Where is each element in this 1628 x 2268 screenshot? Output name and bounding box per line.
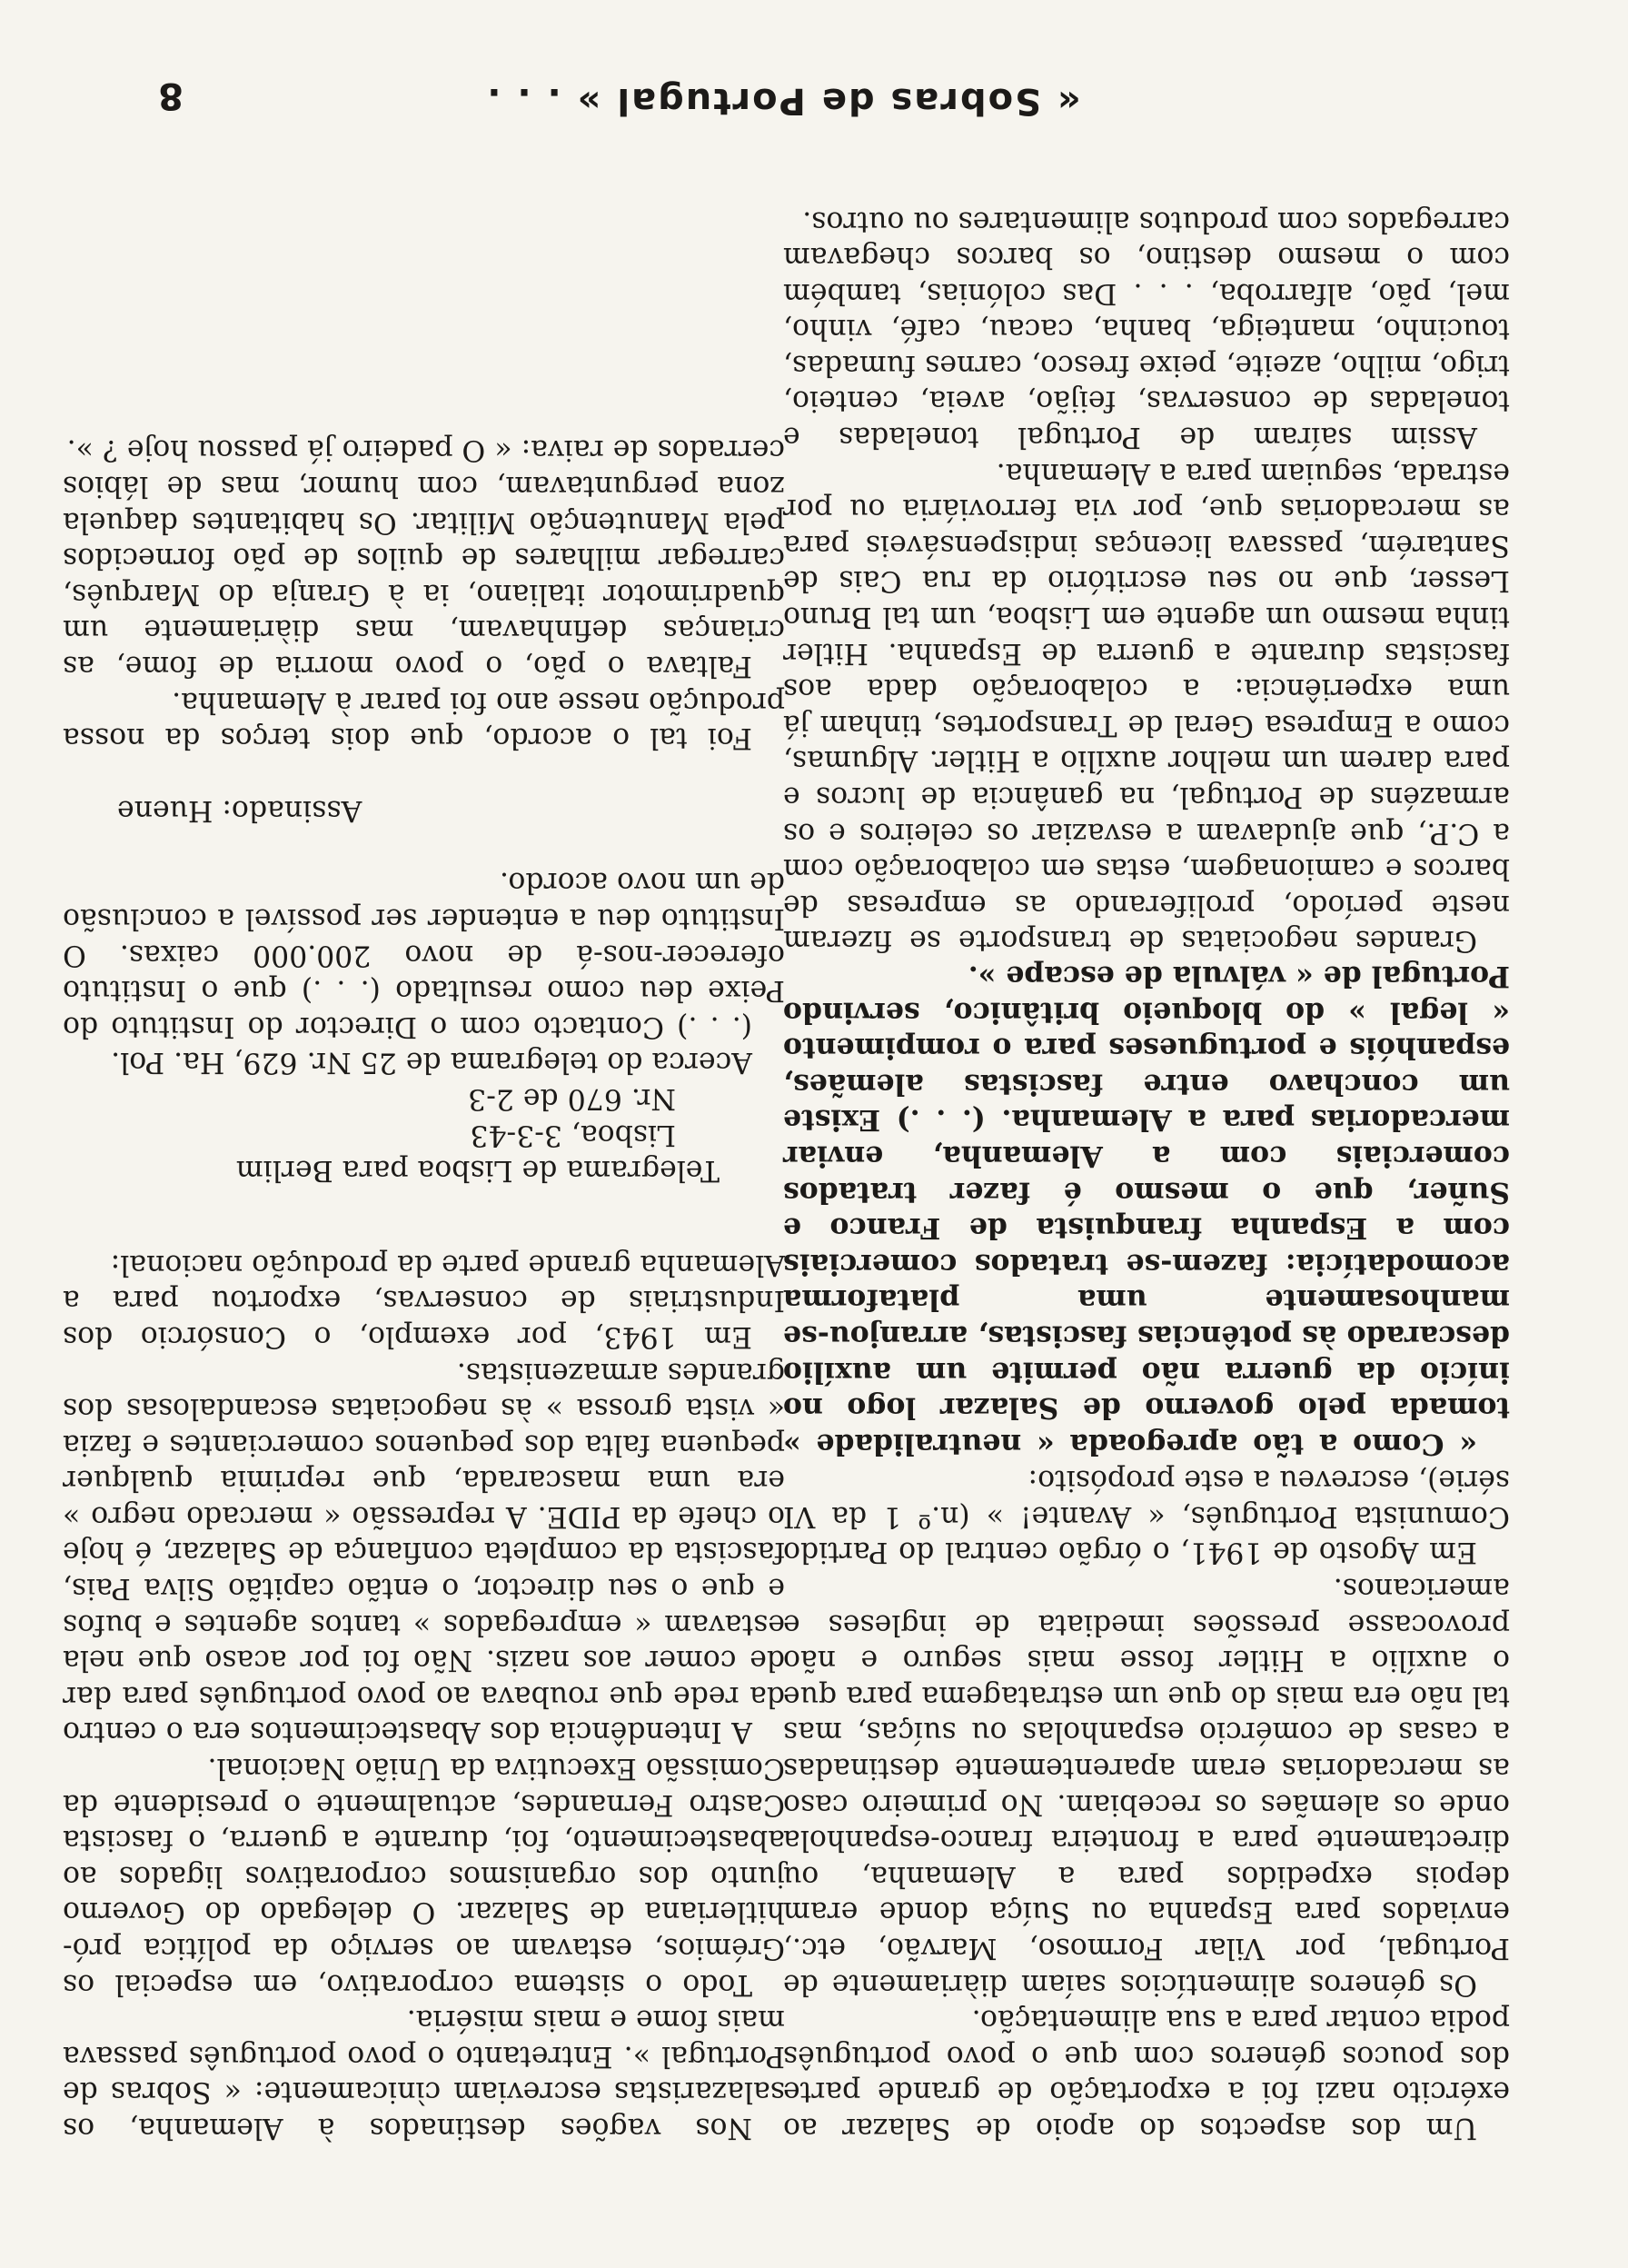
paragraph: Grandes negociatas de transporte se fizeram neste período, proliferando as empresas de barcos e camionagem, estas em colaboração com a C.P., que ajudavam a esvaziar os celeiros e os armazéns de Portugal, na ganância de lucros e para darem um melhor auxílio a Hitler. Algumas, como a Empresa Geral de Transportes, tinham já uma experiência: a colaboração dada aos fascistas durante a guerra de Espanha. Hitler tinha mesmo um agente em Lisboa, um tal Bruno Lesser, que no seu escritório da rua Cais de Santarém, passava licenças indispensáveis para as mercadorias que, por via ferroviária ou por estrada, seguiam para a Alemanha. — [783, 456, 1510, 958]
paragraph: Um dos aspectos do apoio de Salazar ao exército nazi foi a exportação de grande parte dos poucos géneros com que o povo português podia contar para a sua alimentação. — [783, 2004, 1510, 2144]
paragraph: Os géneros alimentícios saíam diàriamente de Portugal, por Vilar Formoso, Marvão, etc., enviados para Espanha ou Suíça donde eram depois expedidos para a Alemanha, ou directamente para a fronteira franco-espanhola onde os alemães os recebiam. No primeiro caso as mercadorias eram aparentemente destinadas a casas de comércio espanholas ou suíças, mas tal não era mais do que um estratagema para que o auxílio a Hitler fosse mais seguro e não provocasse pressões imediata de ingleses e americanos. — [783, 1572, 1510, 2001]
paragraph: Faltava o pão, o povo morria de fome, as crianças definhavam, mas diàriamente um quadrimotor italiano, ia à Granja do Marquês, carregar milhares de quilos de pão fornecidos pela Manutenção Militar. Os habitantes daquela zona perguntavam, com humor, mas de lábios cerrados de raiva: « O padeiro já passou hoje ? ». — [63, 433, 785, 683]
paragraph: Em Agosto de 1941, o órgão central do Partido Comunista Português, « Avante! » (n.º 1 da VI série), escreveu a este propósito: — [783, 1464, 1510, 1569]
telegram-date: Lisboa, 3-3-43 — [470, 1118, 676, 1151]
right-column — [63, 432, 785, 2145]
left-column — [783, 203, 1510, 2145]
paragraph: A Intendência dos Abastecimentos era o centro da rede que roubava ao povo português para dar de comer aos nazis. Não foi por acaso que nela estavam « empregados » tantos agentes e bufos e que o seu director, o então capitão Silva Pais, fascista da completa confiança de Salazar, é hoje o chefe da PIDE. A repressão « mercado negro » era uma mascarada, que reprimia qualquer pequena falta dos pequenos comerciantes e fazia « vista grossa » às negociatas escandalosas dos grandes armazenistas. — [63, 1356, 785, 1749]
page-title: « Sobras de Portugal » . . . — [485, 80, 1081, 122]
telegram-body: (. . .) Contacto com o Director do Instituto do Peixe deu como resultado (. . .) que o Instituto oferecer-nos-á de novo 200.000 caixas. O Instituto deu a entender ser possível a conclusão de um novo acordo. — [63, 866, 785, 1043]
telegram-heading: Telegrama de Lisboa para Berlim — [235, 1154, 720, 1188]
paragraph: Todo o sistema corporativo, em especial os Grémios, estavam ao serviço da política pró-hitleriana de Salazar. O delegado do Governo junto dos organismos corporativos ligados ao abastecimento, foi, durante a guerra, o fascista Castro Fernandes, actualmente o presidente da Comissão Executiva da União Nacional. — [63, 1752, 785, 2001]
page-header — [56, 49, 1510, 122]
paragraph: Foi tal o acordo, que dois terços da nossa produção nesse ano foi parar à Alemanha. — [63, 685, 785, 755]
paragraph: Assim saíram de Portugal toneladas e toneladas de conservas, feijão, aveia, centeio, trigo, milho, azeite, peixe fresco, carnes fumadas, toucinho, manteiga, banha, cacau, café, vinho, mel, pão, alfarroba, . . . Das colónias, também com o mesmo destino, os barcos chegavam carregados com produtos alimentares ou outros. — [783, 204, 1510, 454]
telegram-signature: Assinado: Huene — [117, 793, 362, 827]
telegram-block — [63, 791, 785, 1188]
telegram-number: Nr. 670 de 2-3 — [468, 1081, 676, 1115]
page-number: 8 — [158, 75, 184, 116]
paragraph: Nos vagões destinados à Alemanha, os salazaristas escreviam cìnicamente: « Sobras de Portugal ». Entretanto o povo português passava mais fome e mais miséria. — [63, 2004, 785, 2144]
telegram-reference: Acerca do telegrama de 25 Nr. 629, Ha. Pol. — [111, 1046, 752, 1079]
paragraph: Em 1943, por exemplo, o Consórcio dos Industriais de conservas, exportou para a Alemanha grande parte da produção nacional: — [63, 1248, 785, 1353]
paragraph: « Como a tão apregoada « neutralidade » tomada pelo governo de Salazar logo no início da guerra não permite um auxílio descarado às potências fascistas, arranjou-se manhosamente uma plataforma acomodatícia: fazem-se tratados comerciais com a Espanha franquista de Franco e Suñer, que o mesmo é fazer tratados comerciais com a Alemanha, enviar mercadorias para a Alemanha. (. . .) Existe um conchavo entre fascistas alemães, espanhóis e portugueses para o rompimento « legal » do bloqueio britânico, servindo Portugal de « válvula de escape ». — [783, 960, 1510, 1461]
